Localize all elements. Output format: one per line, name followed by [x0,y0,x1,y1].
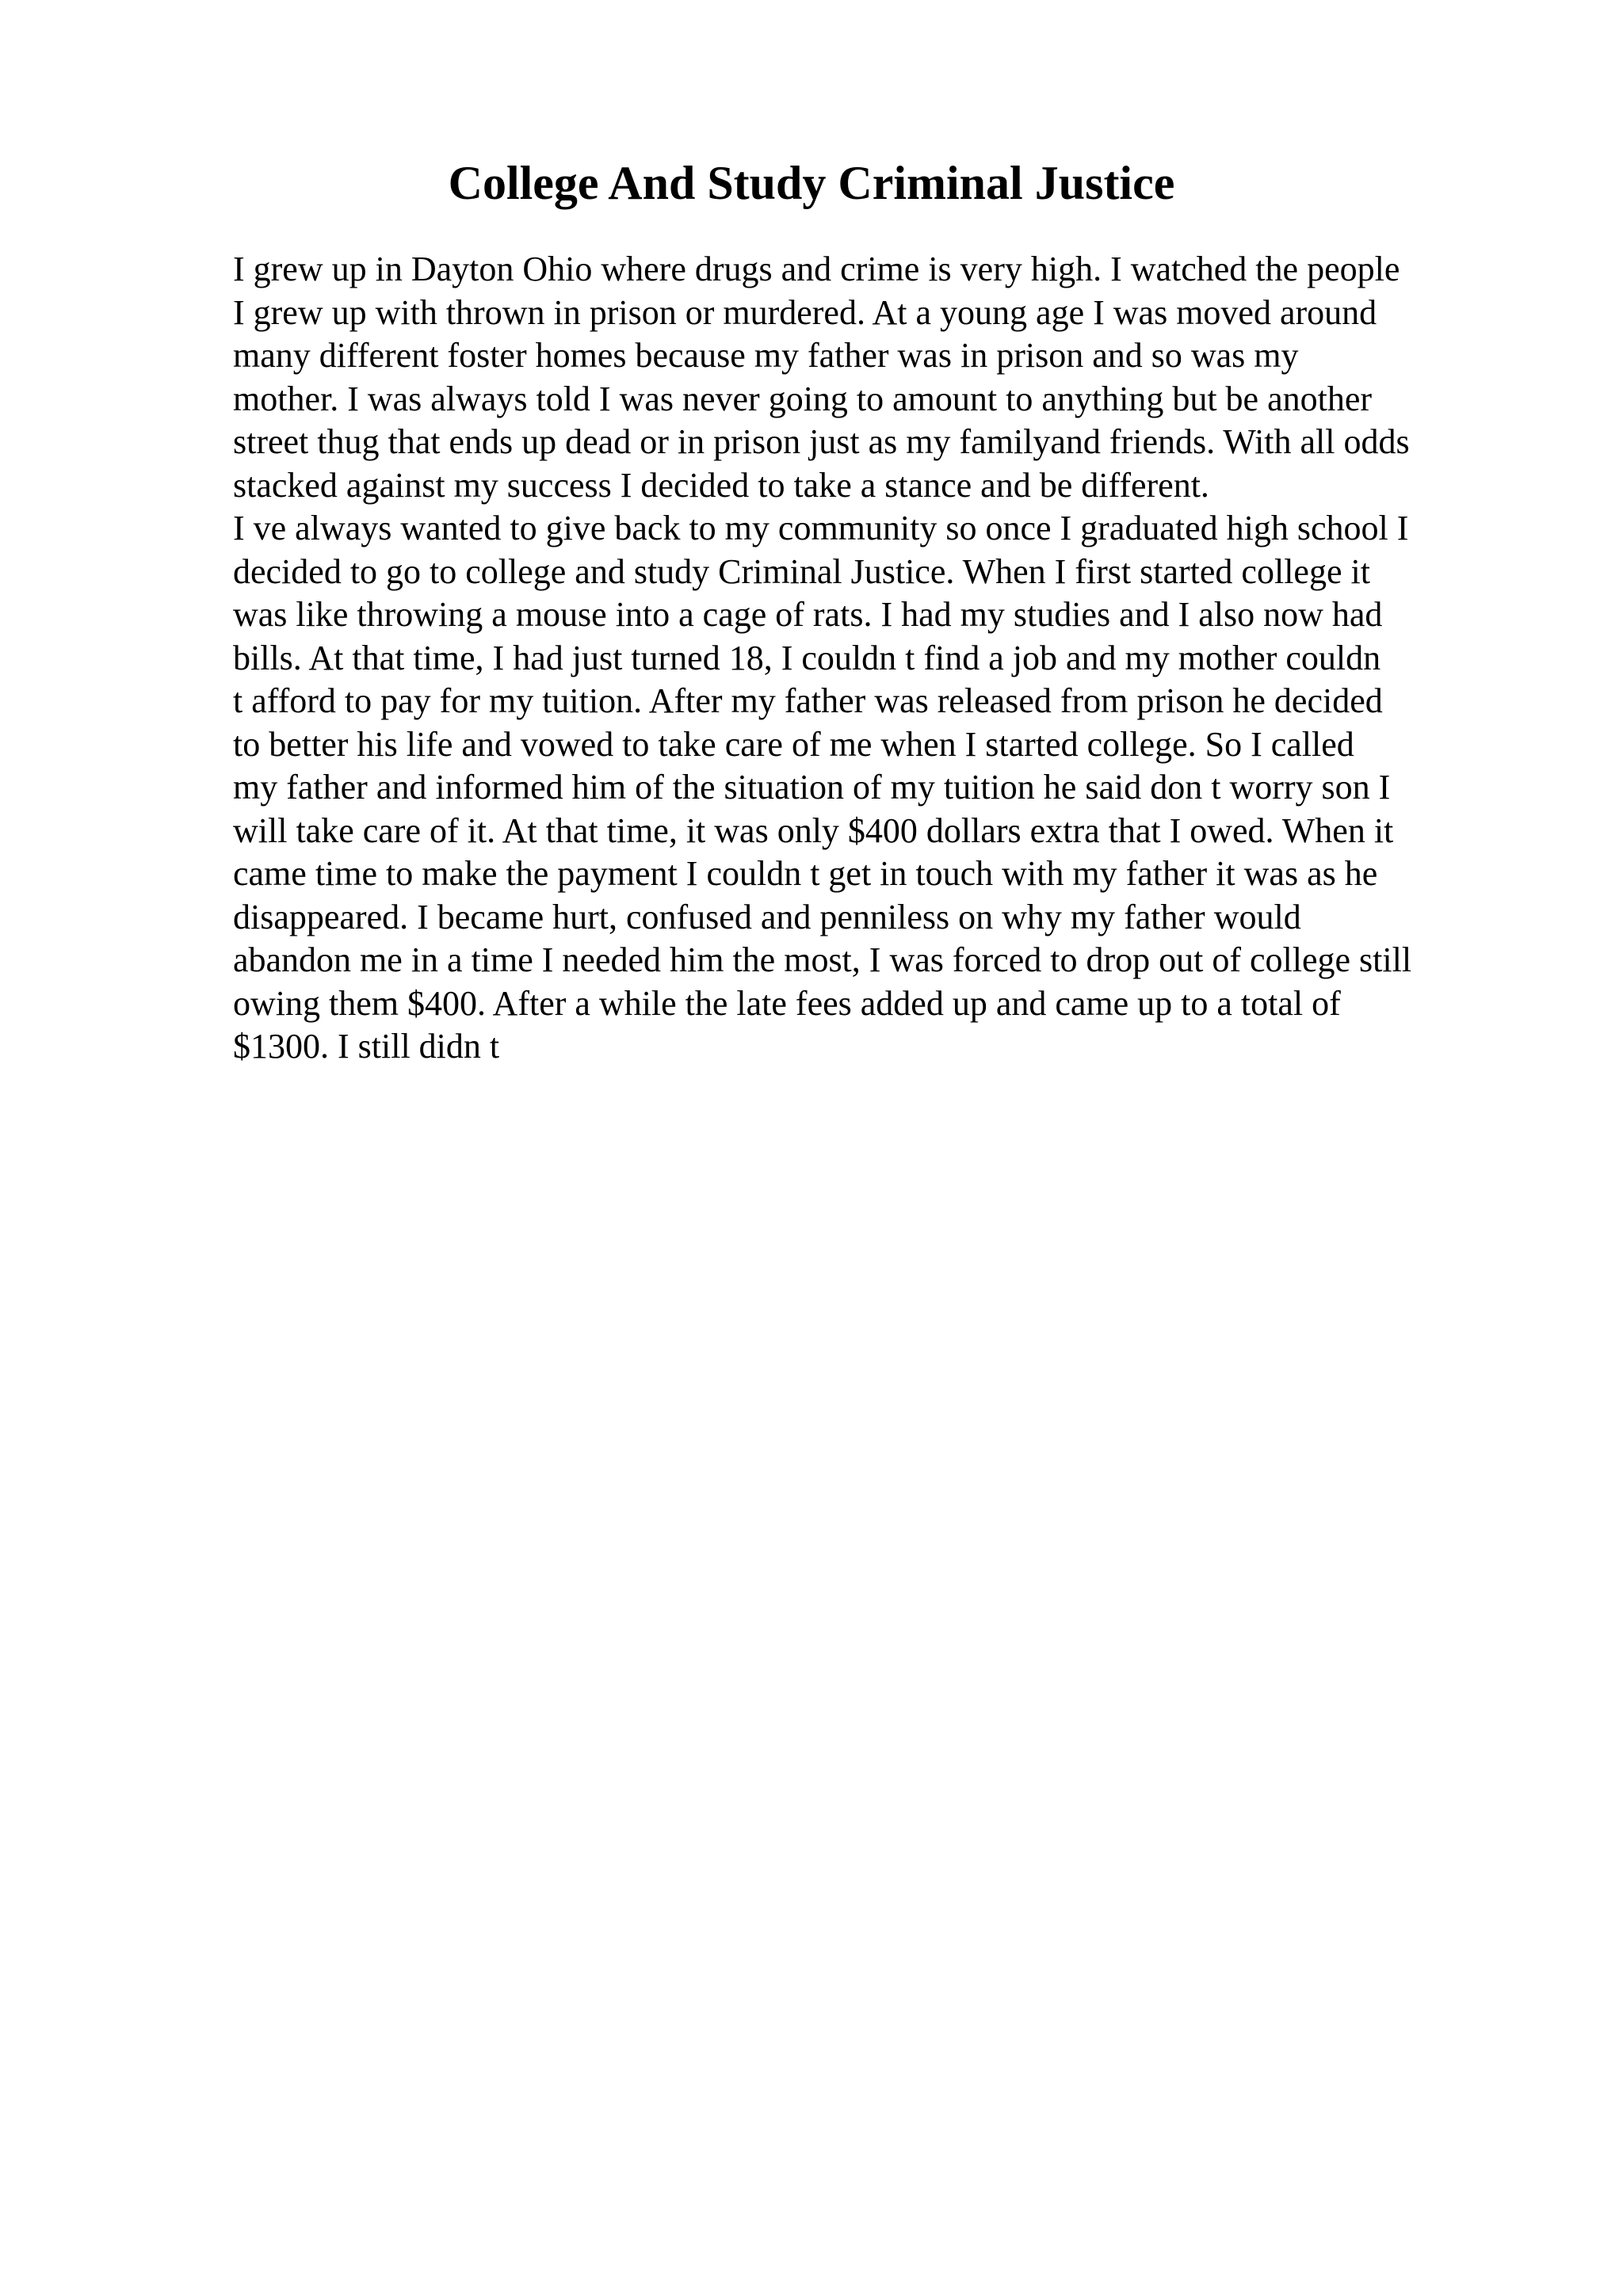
document-body [233,248,1501,1069]
text-line: stacked against my success I decided to take a stance and be different. [233,465,1209,505]
text-line: street thug that ends up dead or in prison just as my familyand friends. With all odds [233,422,1410,461]
text-line: I grew up with thrown in prison or murdered. At a young age I was moved around [233,292,1377,332]
text-line: my father and informed him of the situation of my tuition he said don t worry son I [233,768,1391,807]
text-line: $1300. I still didn t [233,1027,500,1066]
text-line: disappeared. I became hurt, confused and penniless on why my father would [233,897,1301,936]
text-line: many different foster homes because my father was in prison and so was my [233,336,1299,375]
text-line: mother. I was always told I was never going to amount to anything but be another [233,379,1373,418]
text-line: t afford to pay for my tuition. After my father was released from prison he decided [233,681,1383,720]
document-title: College And Study Criminal Justice [448,157,1175,209]
text-line: abandon me in a time I needed him the most, I was forced to drop out of college still [233,940,1412,979]
text-line: owing them $400. After a while the late fees added up and came up to a total of [233,983,1341,1023]
text-line: came time to make the payment I couldn t get in touch with my father it was as he [233,854,1378,893]
text-line: I ve always wanted to give back to my community so once I graduated high school I [233,509,1409,547]
text-line: I grew up in Dayton Ohio where drugs and crime is very high. I watched the people [233,250,1400,288]
text-line: will take care of it. At that time, it was only $400 dollars extra that I owed. When it [233,810,1394,850]
text-line: bills. At that time, I had just turned 18, I couldn t find a job and my mother couldn [233,638,1381,677]
text-line: decided to go to college and study Criminal Justice. When I first started college it [233,551,1370,591]
text-line: to better his life and vowed to take care of me when I started college. So I called [233,724,1354,764]
text-line: was like throwing a mouse into a cage of rats. I had my studies and I also now had [233,595,1383,634]
